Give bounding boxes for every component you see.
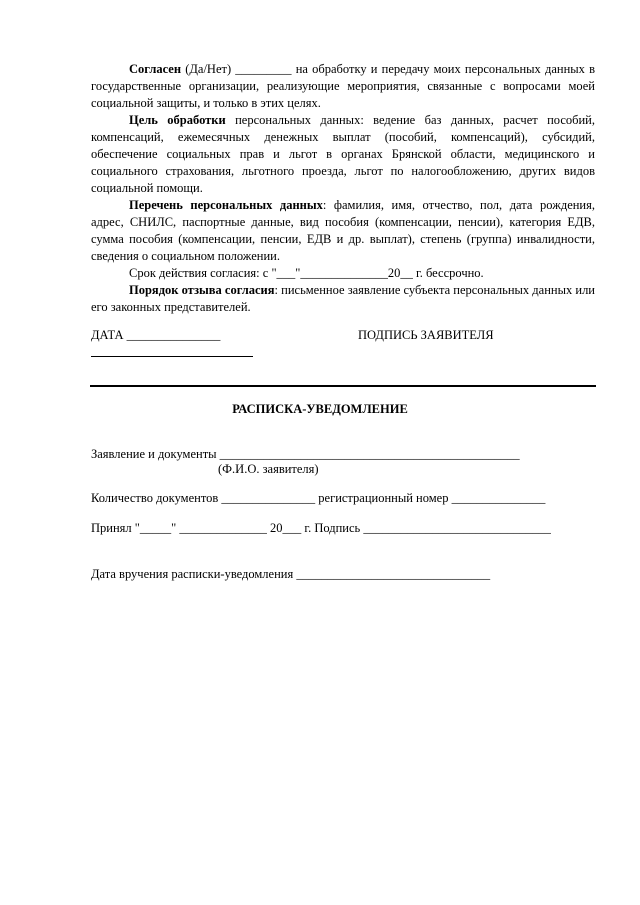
validity-text: Срок действия согласия: с "___"______________20__ г. бессрочно. xyxy=(129,266,484,280)
applicant-signature-label: ПОДПИСЬ ЗАЯВИТЕЛЯ xyxy=(358,328,494,342)
signature-blank-line xyxy=(91,356,253,357)
data-list-text: : фамилия, имя, отчество, пол, дата рождения, адрес, СНИЛС, паспортные данные, вид пособия (компенсации, пенсии), категория ЕДВ, сумма пособия (компенсации, пенсии, ЕДВ и др. выплат), степень (группа) инвалидности, сведения о социальном положении. xyxy=(91,198,595,263)
receipt-documents-line: Количество документов _______________ регистрационный номер _______________ xyxy=(91,491,546,505)
consent-paragraph xyxy=(91,61,595,112)
section-divider xyxy=(90,385,596,387)
purpose-text: персональных данных: ведение баз данных, расчет пособий, компенсаций, ежемесячных денежных выплат (пособий, компенсаций), субсидий, обеспечение социальных прав и льгот в органах Брянской области, медицинского и социального страхования, льготного проезда, льгот по налогообложению, других видов социальной помощи. xyxy=(91,113,596,195)
date-field-label: ДАТА _______________ xyxy=(91,328,221,342)
receipt-accepted-line: Принял "_____" ______________ 20___ г. Подпись ______________________________ xyxy=(91,521,551,535)
validity-paragraph xyxy=(91,265,595,282)
purpose-term: Цель обработки xyxy=(129,113,226,127)
receipt-applicant-line: Заявление и документы ________________________________________________ xyxy=(91,447,520,461)
receipt-title: РАСПИСКА-УВЕДОМЛЕНИЕ xyxy=(232,402,408,416)
receipt-delivery-date-line: Дата вручения расписки-уведомления _______________________________ xyxy=(91,567,491,581)
revocation-term: Порядок отзыва согласия xyxy=(129,283,275,297)
consent-text: (Да/Нет) _________ на обработку и передачу моих персональных данных в государственные организации, реализующие мероприятия, связанные с вопросами моей социальной защиты, и только в этих целях. xyxy=(91,62,595,110)
data-list-paragraph xyxy=(91,197,595,265)
consent-term: Согласен xyxy=(129,62,182,76)
revocation-text: : письменное заявление субъекта персональных данных или его законных представителей. xyxy=(91,283,595,314)
revocation-paragraph xyxy=(91,282,595,316)
receipt-applicant-caption: (Ф.И.О. заявителя) xyxy=(218,462,319,476)
consent-section xyxy=(91,61,595,316)
data-list-term: Перечень персональных данных xyxy=(129,198,323,212)
purpose-paragraph xyxy=(91,112,595,197)
